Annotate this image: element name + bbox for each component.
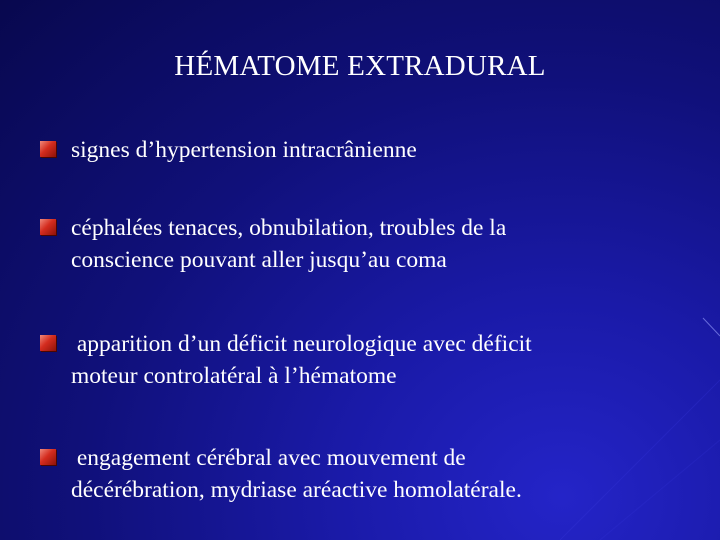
bullet-text: céphalées tenaces, obnubilation, troubles de la conscience pouvant aller jusqu’au coma [71,215,507,273]
slide-title: HÉMATOME EXTRADURAL [174,50,546,82]
square-bullet-icon [40,141,56,157]
bullet-text: apparition d’un déficit neurologique avec déficit moteur controlatéral à l’hématome [71,331,532,389]
square-bullet-icon [40,449,56,465]
bullet-text: engagement cérébral avec mouvement de décérébration, mydriase aréactive homolatérale. [71,445,522,503]
bullet-text: signes d’hypertension intracrânienne [71,137,417,163]
square-bullet-icon [40,219,56,235]
square-bullet-icon [40,335,56,351]
